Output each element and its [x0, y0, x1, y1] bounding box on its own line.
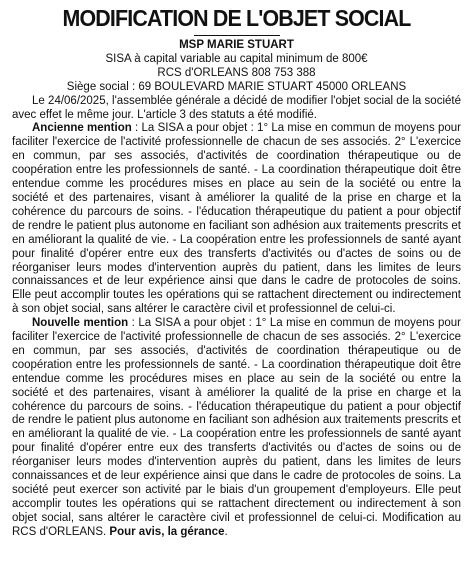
- title-divider: [194, 35, 280, 36]
- old-mention-text: : La SISA a pour objet : 1° La mise en commun de moyens pour faciliter l'exercice de l'activité professionnelle de chacun de ses associés. 2° L'exercice en commun, par ses associés, d'activités de coordination thérapeutique ou de coopération entre les professionnels de santé. - La coordination thérapeutique doit être entendue comme les procédures mises en place au sein de la société ou entre la société et des partenaires, visant à améliorer la qualité de la prise en charge et la cohérence du parcours de soins. - l'éducation thérapeutique du patient a pour objectif de rendre le patient plus autonome en faciliant son adhésion aux traitements prescrits et en améliorant la qualité de vie. - La coopération entre les professionnels de santé ayant pour finalité d'opérer entre eux des transferts d'activités ou d'actes de soins ou de réorganiser leurs modes d'intervention auprès du patient, dans les limites de leurs connaissances et de leur expérience ainsi que dans le cadre de protocoles de soins. Elle peut accomplir toutes les opérations qui se rattachent directement ou indirectement à son objet social, sans altérer le caractère civil et professionnel de celui-ci.: [12, 122, 461, 316]
- company-name: MSP MARIE STUART: [179, 39, 294, 51]
- company-capital: SISA à capital variable au capital minimum de 800€: [105, 52, 368, 65]
- new-mention-text: : La SISA a pour objet : 1° La mise en commun de moyens pour faciliter l'exercice de l'activité professionnelle de chacun de ses associés. 2° L'exercice en commun, par ses associés, d'activités de coordination thérapeutique ou de coopération entre les professionnels de santé. - La coordination thérapeutique doit être entendue comme les procédures mises en place au sein de la société ou entre la société et des partenaires, visant à améliorer la qualité de la prise en charge et la cohérence du parcours de soins. - l'éducation thérapeutique du patient a pour objectif de rendre le patient plus autonome en faciliant son adhésion aux traitements prescrits et en améliorant la qualité de vie. - La coopération entre les professionnels de santé ayant pour finalité d'opérer entre eux des transferts d'activités ou d'actes de soins ou de réorganiser leurs modes d'intervention auprès du patient, dans les limites de leurs connaissances et de leur expérience ainsi que dans le cadre de protocoles de soins. La société peut exercer son activité par le biais d'un groupement d'employeurs. Elle peut accomplir toutes les opérations qui se rattachent directement ou indirectement à son objet social, sans altérer le caractère civil et professionnel de celui-ci. Modification au RCS d'ORLEANS.: [12, 317, 461, 538]
- closing-signature: Pour avis, la gérance: [109, 525, 225, 538]
- closing-period: .: [224, 525, 228, 538]
- company-rcs: RCS d'ORLEANS 808 753 388: [157, 66, 316, 79]
- notice-headline: MODIFICATION DE L'OBJET SOCIAL: [62, 5, 411, 31]
- old-mention-label: Ancienne mention: [32, 122, 132, 135]
- new-mention-paragraph: [12, 317, 461, 540]
- intro-paragraph: Le 24/06/2025, l'assemblée générale a décidé de modifier l'objet social de la société avec effet le même jour. L'article 3 des statuts a été modifié.: [12, 94, 461, 121]
- company-seat: Siège social : 69 BOULEVARD MARIE STUART 45000 ORLEANS: [66, 80, 407, 93]
- old-mention-paragraph: [12, 122, 461, 317]
- new-mention-label: Nouvelle mention: [32, 317, 129, 330]
